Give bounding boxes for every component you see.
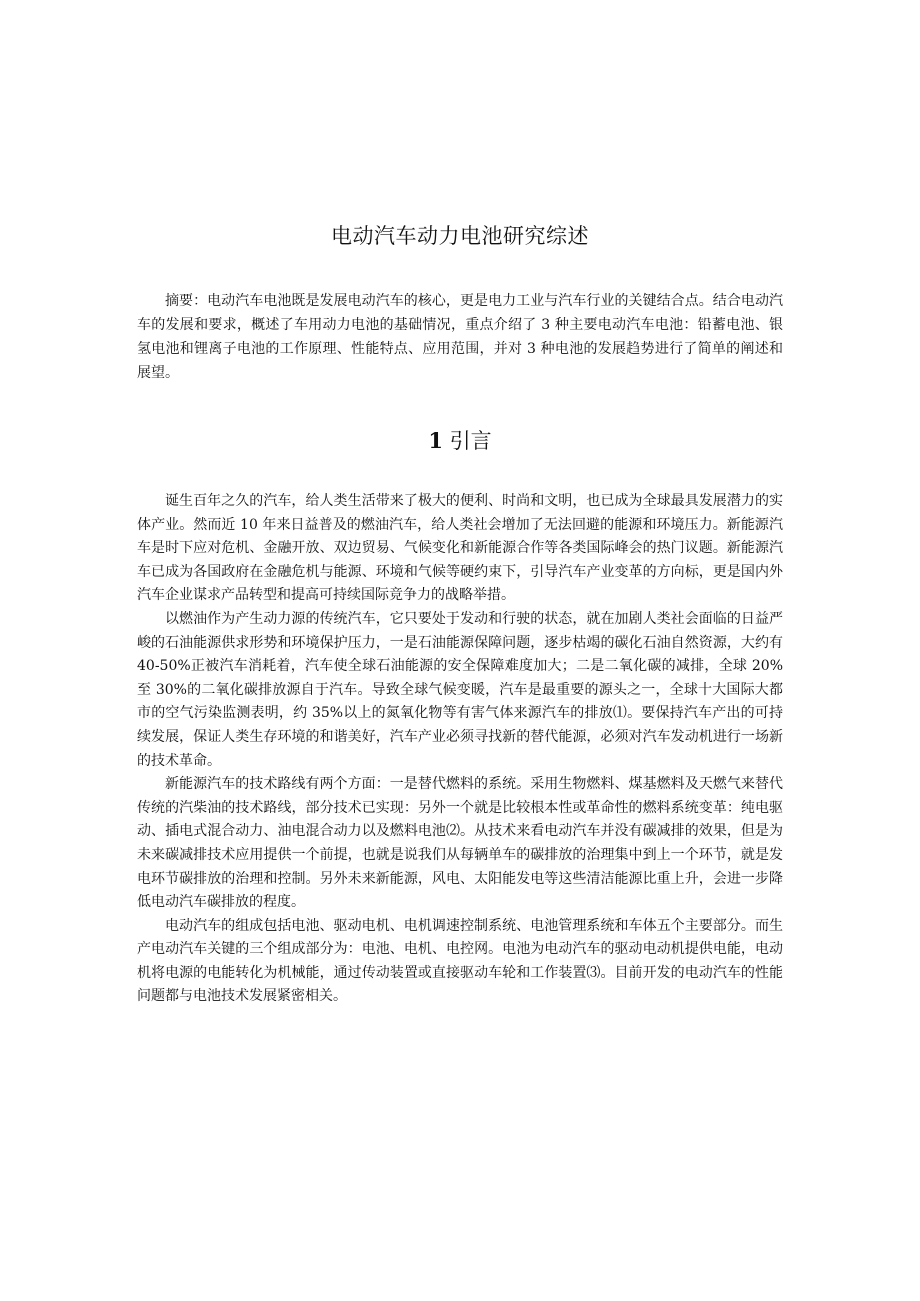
section-heading bbox=[0, 427, 920, 455]
section-body bbox=[137, 490, 783, 1009]
section-number: 1 bbox=[428, 428, 443, 453]
body-paragraph: 诞生百年之久的汽车，给人类生活带来了极大的便利、时尚和文明，也已成为全球最具发展潜力的实体产业。然而近 10 年来日益普及的燃油汽车，给人类社会增加了无法回避的能源和环境压力。新能源汽车是时下应对危机、金融开放、双边贸易、气候变化和新能源合作等各类国际峰会的热门议题。新能源汽车已成为各国政府在金融危机与能源、环境和气候等硬约束下，引导汽车产业变革的方向标，更是国内外汽车企业谋求产品转型和提高可持续国际竞争力的战略举措。 bbox=[137, 493, 783, 604]
section-title: 引言 bbox=[449, 429, 492, 453]
body-paragraph: 以燃油作为产生动力源的传统汽车，它只要处于发动和行驶的状态，就在加剧人类社会面临的日益严峻的石油能源供求形势和环境保护压力，一是石油能源保障问题，逐步枯竭的碳化石油自然资源，大约有 40-50%正被汽车消耗着，汽车使全球石油能源的安全保障难度加大；二是二氧化碳的减排，全球 20%至 30%的二氧化碳排放源自于汽车。导致全球气候变暖，汽车是最重要的源头之一，全球十大国际大都市的空气污染监测表明，约 35%以上的氮氧化物等有害气体来源汽车的排放⑴。要保持汽车产出的可持续发展，保证人类生存环境的和谐美好，汽车产业必须寻找新的替代能源，必须对汽车发动机进行一场新的技术革命。 bbox=[137, 610, 783, 769]
body-paragraph: 新能源汽车的技术路线有两个方面：一是替代燃料的系统。采用生物燃料、煤基燃料及天燃气来替代传统的汽柴油的技术路线，部分技术已实现：另外一个就是比较根本性或革命性的燃料系统变革：纯电驱动、插电式混合动力、油电混合动力以及燃料电池⑵。从技术来看电动汽车并没有碳减排的效果，但是为未来碳减排技术应用提供一个前提，也就是说我们从每辆单车的碳排放的治理集中到上一个环节，就是发电环节碳排放的治理和控制。另外未来新能源，风电、太阳能发电等这些清洁能源比重上升，会进一步降低电动汽车碳排放的程度。 bbox=[137, 776, 783, 911]
document-title: 电动汽车动力电池研究综述 bbox=[331, 224, 589, 248]
abstract-paragraph: 摘要：电动汽车电池既是发展电动汽车的核心，更是电力工业与汽车行业的关键结合点。结合电动汽车的发展和要求，概述了车用动力电池的基础情况，重点介绍了 3 种主要电动汽车电池：铅蓄电池、银氢电池和锂离子电池的工作原理、性能特点、应用范围，并对 3 种电池的发展趋势进行了简单的阐述和展望。 bbox=[137, 293, 783, 381]
body-paragraph: 电动汽车的组成包括电池、驱动电机、电机调速控制系统、电池管理系统和车体五个主要部分。而生产电动汽车关键的三个组成部分为：电池、电机、电控网。电池为电动汽车的驱动电动机提供电能，电动机将电源的电能转化为机械能，通过传动装置或直接驱动车轮和工作装置⑶。目前开发的电动汽车的性能问题都与电池技术发展紧密相关。 bbox=[137, 917, 783, 1005]
